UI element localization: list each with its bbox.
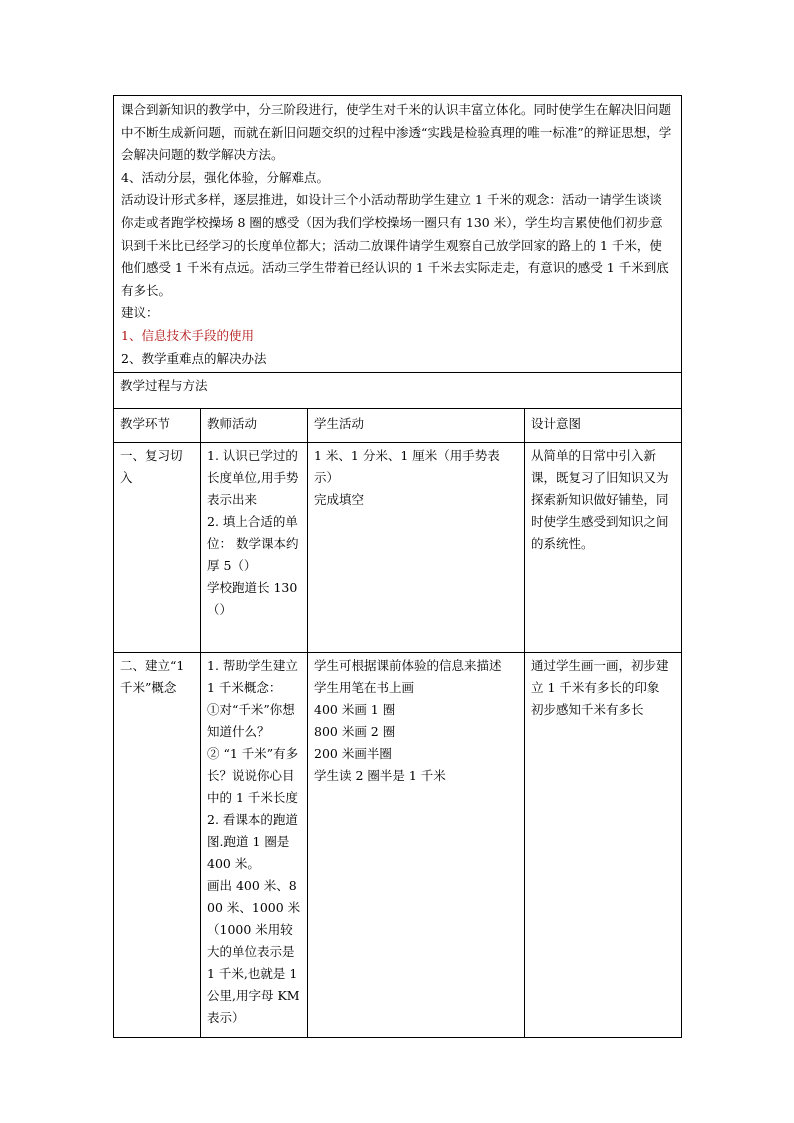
stage-cell: 二、建立“1 千米”概念 <box>114 653 201 1038</box>
lesson-plan-table <box>113 95 682 1038</box>
teacher-line: 1. 帮助学生建立 1 千米概念： <box>207 658 298 696</box>
intent-cell <box>525 653 682 1038</box>
student-line: 800 米画 2 圈 <box>314 724 396 740</box>
header-student: 学生活动 <box>308 409 525 443</box>
teacher-line: ② “1 千米”有多长？说说你心目中的 1 千米长度 <box>207 746 299 806</box>
table-row <box>114 443 682 653</box>
student-line: 学生用笔在书上画 <box>314 680 415 696</box>
intro-activity-paragraph: 活动设计形式多样，逐层推进，如设计三个小活动帮助学生建立 1 千米的观念：活动一请学生谈谈你走或者跑学校操场 8 圈的感受（因为我们学校操场一圈只有 130 米），学生均言累使他们初步意识到千米比已经学习的长度单位都大；活动二放课件请学生观察自己放学回家的路上的 1 千米，使他们感受 1 千米有点远。活动三学生带着已经认识的 1 千米去实际走走，有意识的感受 1 千米到底有多长。 <box>121 192 669 298</box>
student-line: 400 米画 1 圈 <box>314 702 396 718</box>
student-cell <box>308 653 525 1038</box>
teacher-line: 画出 400 米、800 米、1000 米（1000 米用较大的单位表示是 1 千米,也就是 1 公里,用字母 KM 表示） <box>207 878 301 1026</box>
intent-line: 通过学生画一画，初步建立 1 千米有多长的印象 <box>531 658 669 696</box>
suggestion-label: 建议： <box>121 305 159 321</box>
teacher-cell <box>201 653 308 1038</box>
document-page <box>113 95 681 1038</box>
stage-cell: 一、复习切入 <box>114 443 201 653</box>
intro-paragraph: 课合到新知识的教学中，分三阶段进行，使学生对千米的认识丰富立体化。同时使学生在解决旧问题中不断生成新问题，而就在新旧问题交织的过程中渗透“实践是检验真理的唯一标准”的辩证思想，学会解决问题的数学解决方法。 <box>121 102 672 163</box>
table-row <box>114 653 682 1038</box>
teacher-line: 学校跑道长 130（） <box>207 580 298 618</box>
student-cell <box>308 443 525 653</box>
student-line: 200 米画半圈 <box>314 746 392 762</box>
suggestion-item-1: 1、信息技术手段的使用 <box>121 327 254 343</box>
teacher-line: 2. 看课本的跑道图.跑道 1 圈是 400 米。 <box>207 812 298 872</box>
teacher-line: 1. 认识已学过的长度单位,用手势表示出来 <box>207 448 299 508</box>
section-title: 教学过程与方法 <box>114 373 682 409</box>
intro-point-4: 4、活动分层，强化体验，分解难点。 <box>121 169 329 185</box>
intro-cell <box>114 96 682 373</box>
intent-line: 从简单的日常中引入新课，既复习了旧知识又为探索新知识做好铺垫，同时使学生感受到知识之间的系统性。 <box>531 448 669 552</box>
teacher-line: 2. 填上合适的单位： 数学课本约厚 5（） <box>207 514 299 574</box>
suggestion-item-2: 2、教学重难点的解决办法 <box>121 350 267 366</box>
teacher-line: ①对“千米”你想知道什么？ <box>207 702 295 740</box>
teacher-cell <box>201 443 308 653</box>
header-teacher: 教师活动 <box>201 409 308 443</box>
student-line: 完成填空 <box>314 492 365 508</box>
header-stage: 教学环节 <box>114 409 201 443</box>
student-line: 学生可根据课前体验的信息来描述 <box>314 658 502 674</box>
student-line: 1 米、1 分米、1 厘米（用手势表示） <box>314 448 500 486</box>
header-intent: 设计意图 <box>525 409 682 443</box>
intent-cell <box>525 443 682 653</box>
intent-line: 初步感知千米有多长 <box>531 702 644 718</box>
student-line: 学生读 2 圈半是 1 千米 <box>314 768 446 784</box>
